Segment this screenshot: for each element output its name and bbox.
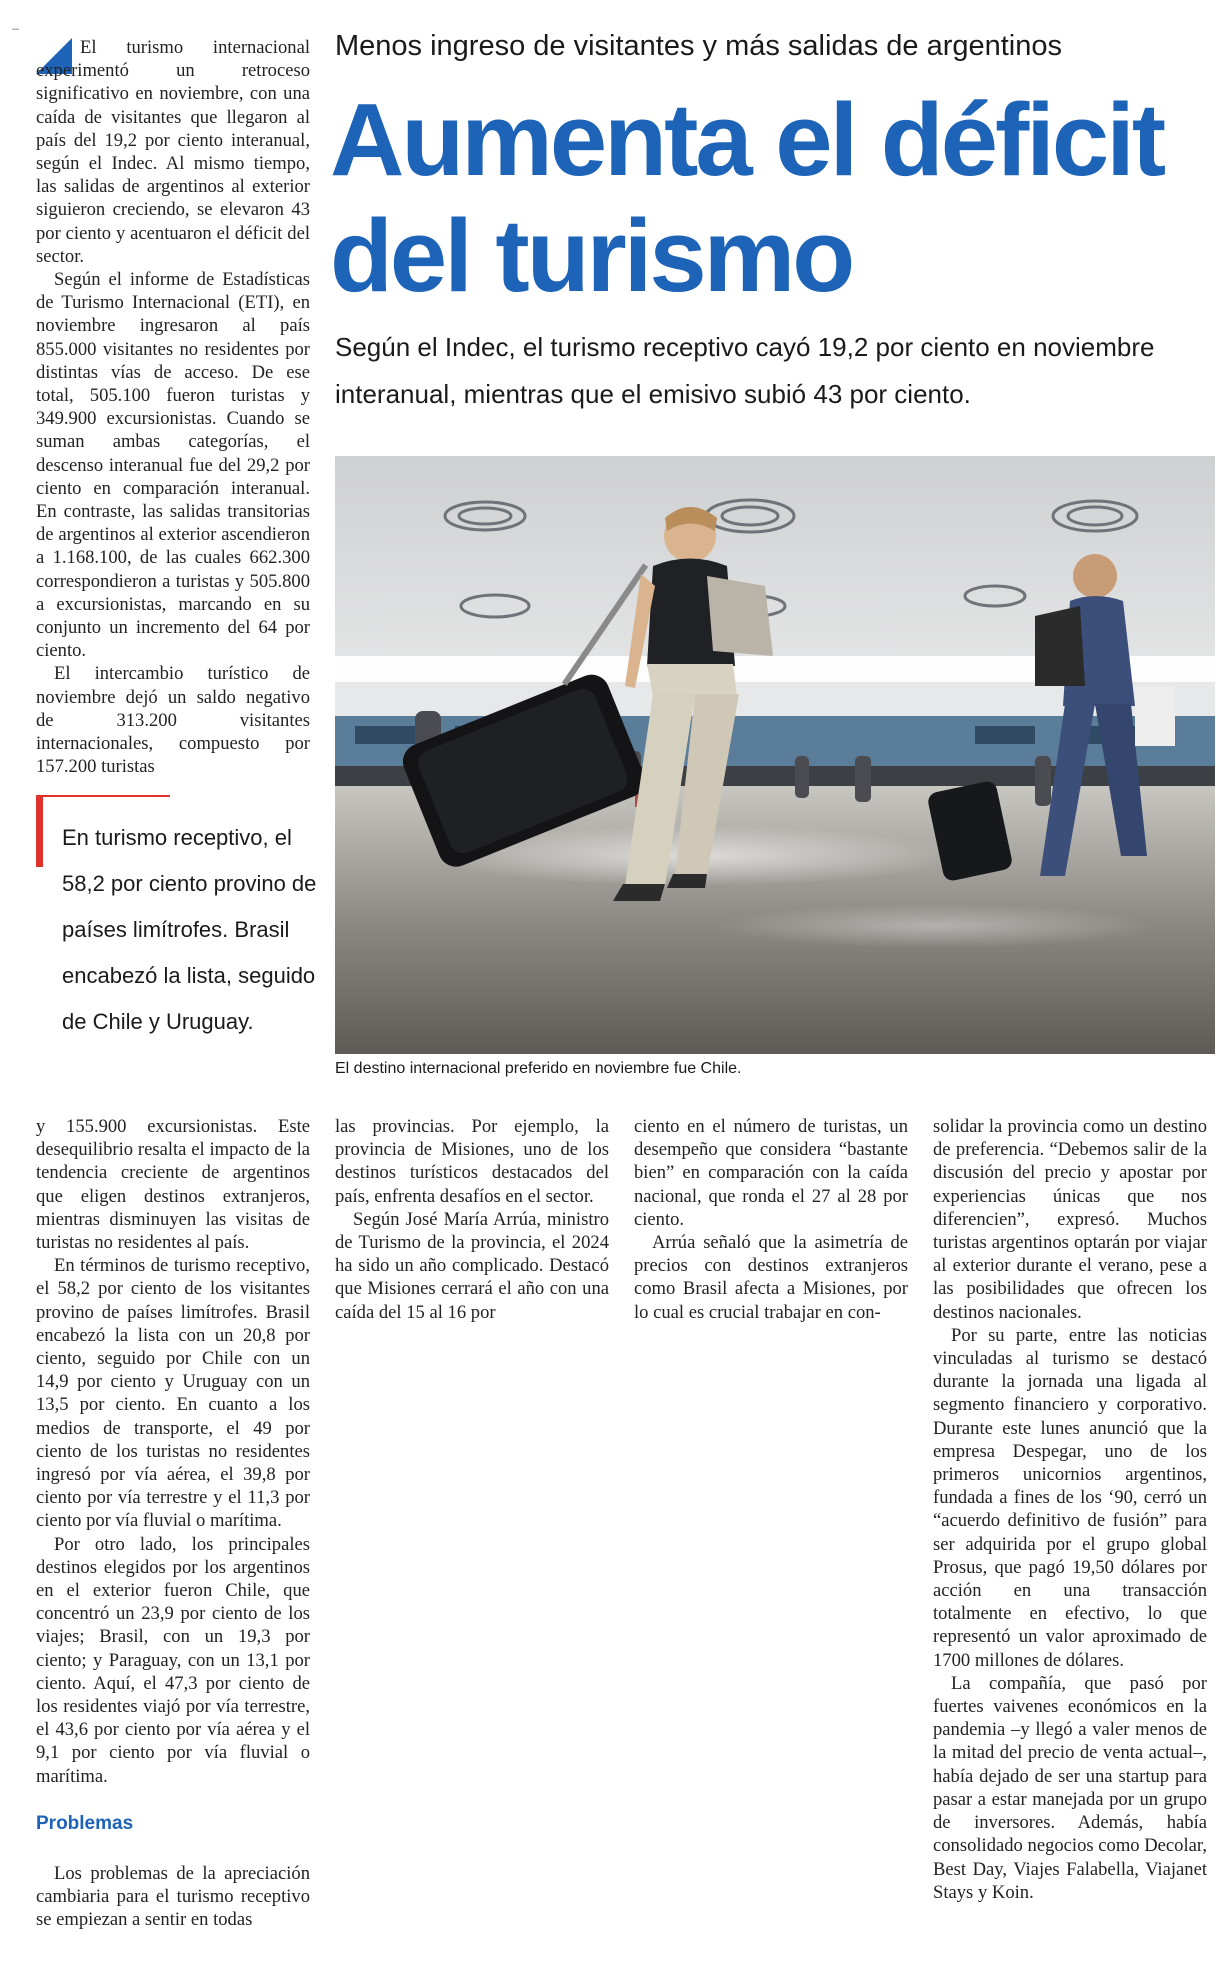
lead-column xyxy=(36,36,310,779)
body-column-2 xyxy=(335,1115,609,1324)
col4-paragraph-2: Por su parte, entre las noticias vinculadas al turismo se destacó durante la jornada una ligada al segmento financiero y corporativo. Durante este lunes anunció que la empresa Despegar, uno de los primeros unicornios argentinos, fundada a fines de los ‘90, cerró un “acuerdo definitivo de fusión” para ser adquirida por el grupo global Prosus, que pagó 19,50 dólares por acción en una transacción totalmente en efectivo, lo que representó un valor aproximado de 1700 millones de dólares. xyxy=(933,1324,1207,1671)
section-subhead: Problemas xyxy=(36,1812,134,1834)
pullquote: En turismo receptivo, el 58,2 por ciento provino de países limítrofes. Brasil encabezó la lista, seguido de Chile y Uruguay. xyxy=(62,825,317,1034)
pullquote-top-rule xyxy=(36,795,170,797)
body-column-1 xyxy=(36,1115,310,1932)
pullquote-side-rule xyxy=(36,795,43,867)
headline-line-2: del turismo xyxy=(330,198,853,313)
airport-photo xyxy=(335,456,1215,1054)
col1-paragraph-4: Los problemas de la apreciación cambiaria para el turismo receptivo se empiezan a sentir en todas xyxy=(36,1862,310,1931)
col1-paragraph-3: Por otro lado, los principales destinos elegidos por los argentinos en el exterior fueron Chile, que concentró un 23,9 por ciento de los viajes; Brasil, con un 19,3 por ciento; y Paraguay, con un 13,1 por ciento. Aquí, el 47,3 por ciento de los residentes viajó por vía terrestre, el 43,6 por ciento por vía aérea y el 9,1 por ciento por vía fluvial o marítima. xyxy=(36,1533,310,1787)
col2-paragraph-1: las provincias. Por ejemplo, la provincia de Misiones, uno de los destinos turísticos destacados del país, enfrenta desafíos en el sector. xyxy=(335,1116,609,1207)
col4-paragraph-3: La compañía, que pasó por fuertes vaivenes económicos en la pandemia –y llegó a valer menos de la mitad del precio de venta actual–, había dejado de ser una startup para pasar a estar manejada por un grupo de inversores. Además, había consolidado negocios como Decolar, Best Day, Viajes Falabella, Viajanet Stays y Koin. xyxy=(933,1672,1207,1903)
body-column-4 xyxy=(933,1115,1207,1904)
col1-paragraph-1: y 155.900 excursionistas. Este desequilibrio resalta el impacto de la tendencia creciente de argentinos que eligen destinos extranjeros, mientras disminuyen las visitas de turistas no residentes al país. xyxy=(36,1116,310,1254)
col2-paragraph-2: Según José María Arrúa, ministro de Turismo de la provincia, el 2024 ha sido un año complicado. Destacó que Misiones cerrará el año con una caída del 15 al 16 por xyxy=(335,1208,609,1323)
headline xyxy=(330,82,1210,314)
col4-paragraph-1: solidar la provincia como un destino de preferencia. “Debemos salir de la discusión del precio y apostar por experiencias únicas que nos diferencien”, expresó. Muchos turistas argentinos optarán por viajar al exterior durante el verano, pese a las posibilidades que ofrecen los destinos nacionales. xyxy=(933,1116,1207,1323)
body-column-3 xyxy=(634,1115,908,1324)
lead-paragraph-2: Según el informe de Estadísticas de Turismo Internacional (ETI), en noviembre ingresaron al país 855.000 visitantes no residentes por distintas vías de acceso. De ese total, 505.100 fueron turistas y 349.900 excursionistas. Cuando se suman ambas categorías, el descenso interanual fue del 29,2 por ciento en comparación interanual. En contraste, las salidas transitorias de argentinos al exterior ascendieron a 1.168.100, de las cuales 662.300 correspondieron a turistas y 505.800 a excursionistas, marcando en su conjunto un incremento del 64 por ciento. xyxy=(36,269,310,662)
page-edge-mark: ǀ xyxy=(9,28,21,31)
lead-paragraph-3: El intercambio turístico de noviembre dejó un saldo negativo de 313.200 visitantes internacionales, compuesto por 157.200 turistas xyxy=(36,663,310,778)
lead-paragraph-1: El turismo internacional experimentó un retroceso significativo en noviembre, con una caída de visitantes que llegaron al país del 19,2 por ciento interanual, según el Indec. Al mismo tiempo, las salidas de argentinos al exterior siguieron creciendo, se elevaron 43 por ciento y acentuaron el déficit del sector. xyxy=(36,37,310,267)
col3-paragraph-1: ciento en el número de turistas, un desempeño que considera “bastante bien” en comparación con la caída nacional, que ronda el 27 al 28 por ciento. xyxy=(634,1116,908,1230)
deck: Según el Indec, el turismo receptivo cayó 19,2 por ciento en noviembre interanual, mientras que el emisivo subió 43 por ciento. xyxy=(335,332,1155,409)
kicker: Menos ingreso de visitantes y más salidas de argentinos xyxy=(335,30,1062,62)
headline-line-1: Aumenta el déficit xyxy=(330,82,1164,197)
photo-caption: El destino internacional preferido en noviembre fue Chile. xyxy=(335,1060,742,1077)
col1-paragraph-2: En términos de turismo receptivo, el 58,2 por ciento de los visitantes provino de países limítrofes. Brasil encabezó la lista con un 20,8 por ciento, seguido por Chile con un 14,9 por ciento y Uruguay con un 13,5 por ciento. En cuanto a los medios de transporte, el 49 por ciento de los turistas no residentes ingresó por vía aérea, el 39,8 por ciento por vía terrestre y el 11,3 por ciento por vía fluvial o marítima. xyxy=(36,1255,310,1532)
col3-paragraph-2: Arrúa señaló que la asimetría de precios con destinos extranjeros como Brasil afecta a Misiones, por lo cual es crucial trabajar en con- xyxy=(634,1232,908,1323)
